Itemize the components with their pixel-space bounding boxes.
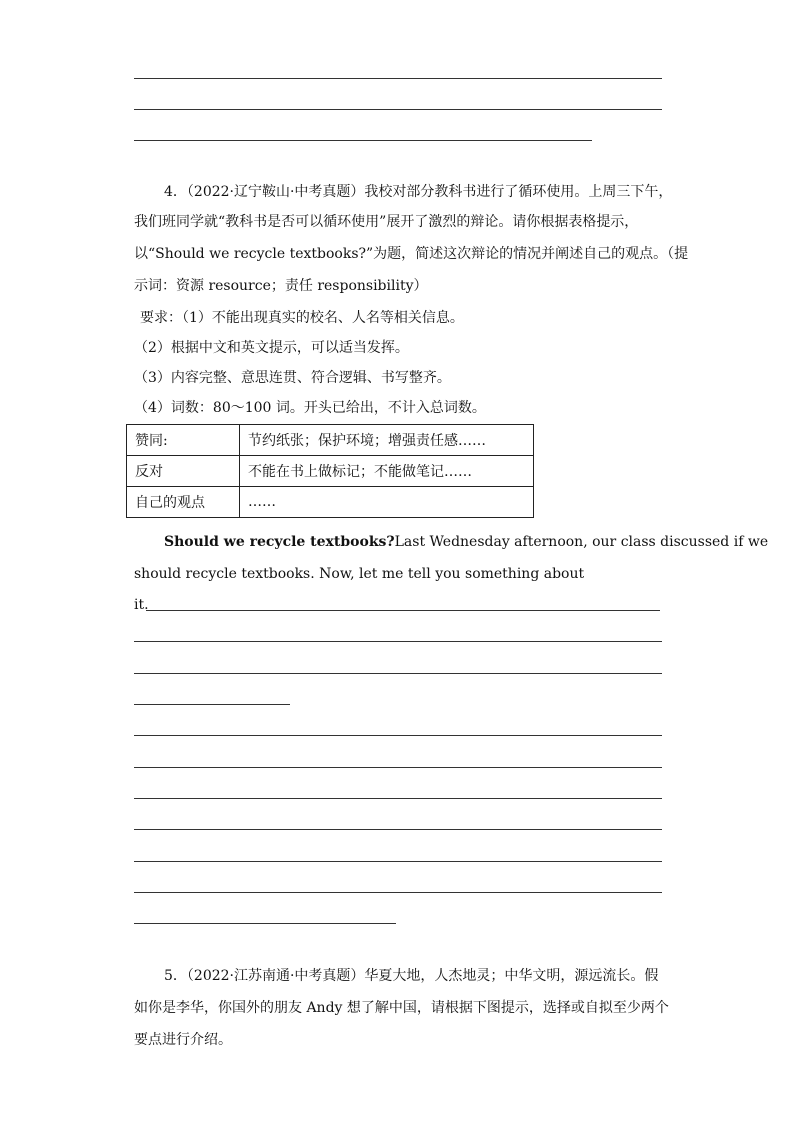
q4-requirement-1: 要求：（1）不能出现真实的校名、人名等相关信息。 — [140, 310, 464, 326]
q4-line-2: 我们班同学就“教科书是否可以循环使用”展开了激烈的辩论。请你根据表格提示， — [134, 214, 639, 230]
answer-line — [134, 829, 662, 830]
answer-line — [134, 767, 662, 768]
q4-line-3: 以“Should we recycle textbooks?”为题，简述这次辩论的情况并阐述自己的观点。（提 — [134, 246, 689, 262]
answer-line — [134, 641, 662, 642]
table-label: 自己的观点 — [127, 487, 240, 518]
answer-line — [134, 798, 662, 799]
table-content: 节约纸张；保护环境；增强责任感…… — [240, 425, 534, 456]
answer-line — [134, 923, 396, 924]
answer-line — [146, 610, 660, 611]
essay-line-2: should recycle textbooks. Now, let me tell you something about — [134, 566, 585, 582]
essay-line-3: it. — [134, 597, 149, 613]
table-row — [127, 487, 534, 518]
answer-line — [134, 704, 290, 705]
answer-line — [134, 673, 662, 674]
essay-first-line — [164, 532, 769, 552]
essay-opening: Last Wednesday afternoon, our class discussed if we — [394, 534, 769, 550]
table-row — [127, 425, 534, 456]
q5-line-1: 5．（2022·江苏南通·中考真题）华夏大地，人杰地灵；中华文明，源远流长。假 — [164, 968, 659, 984]
q4-requirement-3: （3）内容完整、意思连贯、符合逻辑、书写整齐。 — [134, 370, 451, 386]
q4-requirement-4: （4）词数：80～100 词。开头已给出，不计入总词数。 — [134, 400, 486, 416]
q4-requirement-2: （2）根据中文和英文提示，可以适当发挥。 — [134, 340, 409, 356]
table-label: 反对 — [127, 456, 240, 487]
answer-line — [134, 735, 662, 736]
answer-line — [134, 892, 662, 893]
table-row — [127, 456, 534, 487]
q4-line-1: 4．（2022·辽宁鞍山·中考真题）我校对部分教科书进行了循环使用。上周三下午， — [164, 184, 673, 200]
table-content: …… — [240, 487, 534, 518]
essay-title: Should we recycle textbooks? — [164, 534, 395, 550]
answer-line — [134, 861, 662, 862]
q4-line-4: 示词：资源 resource；责任 responsibility） — [134, 278, 428, 294]
hint-table — [126, 424, 534, 518]
q5-line-2: 如你是李华，你国外的朋友 Andy 想了解中国，请根据下图提示，选择或自拟至少两个 — [134, 1000, 669, 1016]
table-label: 赞同: — [127, 425, 240, 456]
table-content: 不能在书上做标记；不能做笔记…… — [240, 456, 534, 487]
answer-line — [134, 109, 662, 110]
q5-line-3: 要点进行介绍。 — [134, 1032, 232, 1048]
answer-line — [134, 78, 662, 79]
answer-line — [134, 140, 592, 141]
